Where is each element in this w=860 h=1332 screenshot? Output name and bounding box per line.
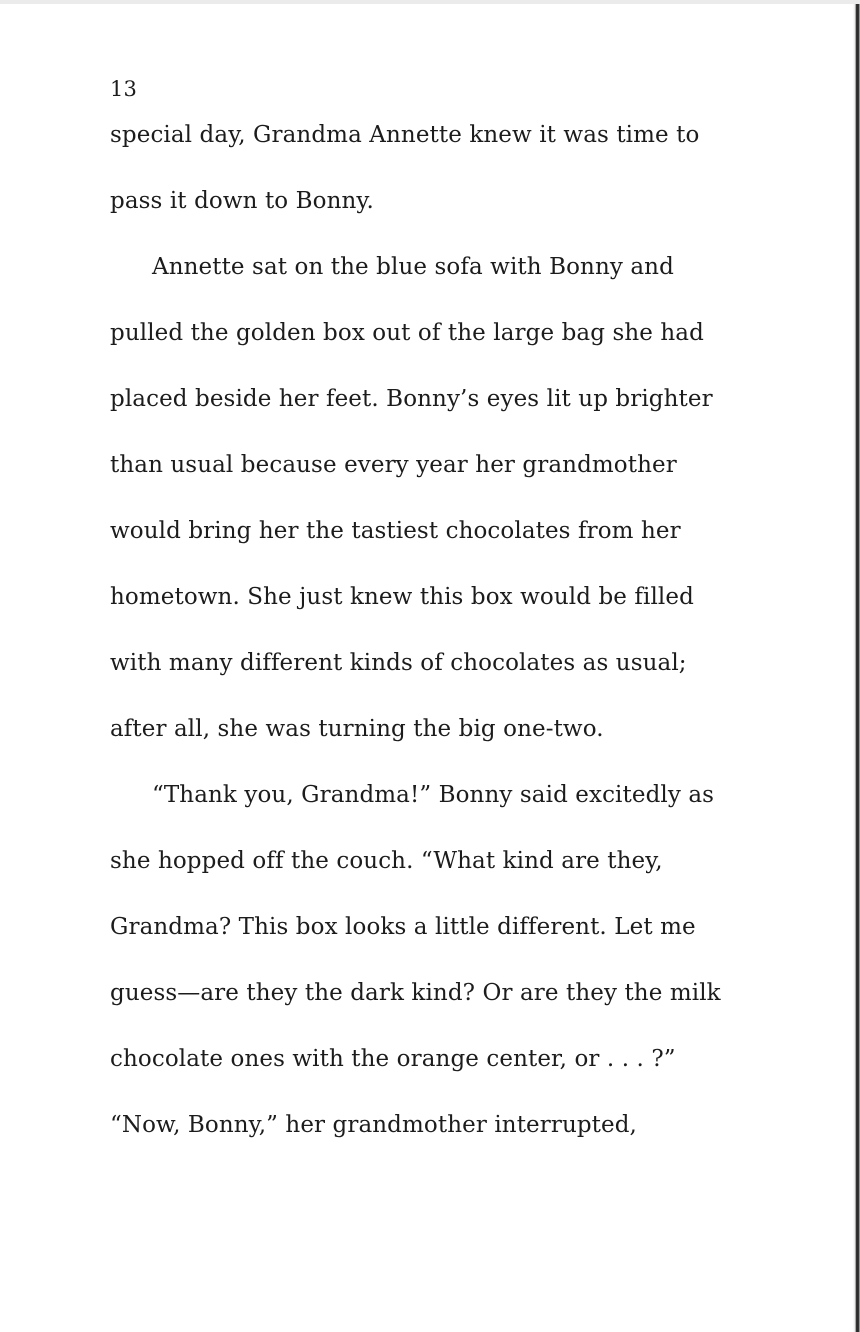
text-line: hometown. She just knew this box would be filled bbox=[110, 584, 694, 610]
text-line: placed beside her feet. Bonny’s eyes lit up brighter bbox=[110, 386, 713, 412]
text-line: “Thank you, Grandma!” Bonny said excitedly as bbox=[152, 782, 715, 808]
text-line: she hopped off the couch. “What kind are they, bbox=[110, 848, 663, 874]
text-line: Annette sat on the blue sofa with Bonny and bbox=[152, 254, 674, 280]
text-line: special day, Grandma Annette knew it was time to bbox=[110, 122, 700, 148]
text-line: after all, she was turning the big one-two. bbox=[110, 716, 604, 742]
page-number: 13 bbox=[110, 77, 138, 101]
text-line: guess—are they the dark kind? Or are they the milk bbox=[110, 980, 721, 1006]
text-line: would bring her the tastiest chocolates from her bbox=[110, 518, 681, 544]
page-body bbox=[110, 102, 840, 1158]
page-right-edge-line bbox=[853, 3, 860, 1332]
text-line: “Now, Bonny,” her grandmother interrupted, bbox=[110, 1112, 637, 1138]
text-line: pulled the golden box out of the large bag she had bbox=[110, 320, 704, 346]
text-line: chocolate ones with the orange center, or . . . ?” bbox=[110, 1046, 676, 1072]
text-line: with many different kinds of chocolates as usual; bbox=[110, 650, 687, 676]
text-line: Grandma? This box looks a little different. Let me bbox=[110, 914, 696, 940]
page-top-divider bbox=[0, 0, 860, 4]
text-line: pass it down to Bonny. bbox=[110, 188, 374, 214]
text-line: than usual because every year her grandmother bbox=[110, 452, 677, 478]
